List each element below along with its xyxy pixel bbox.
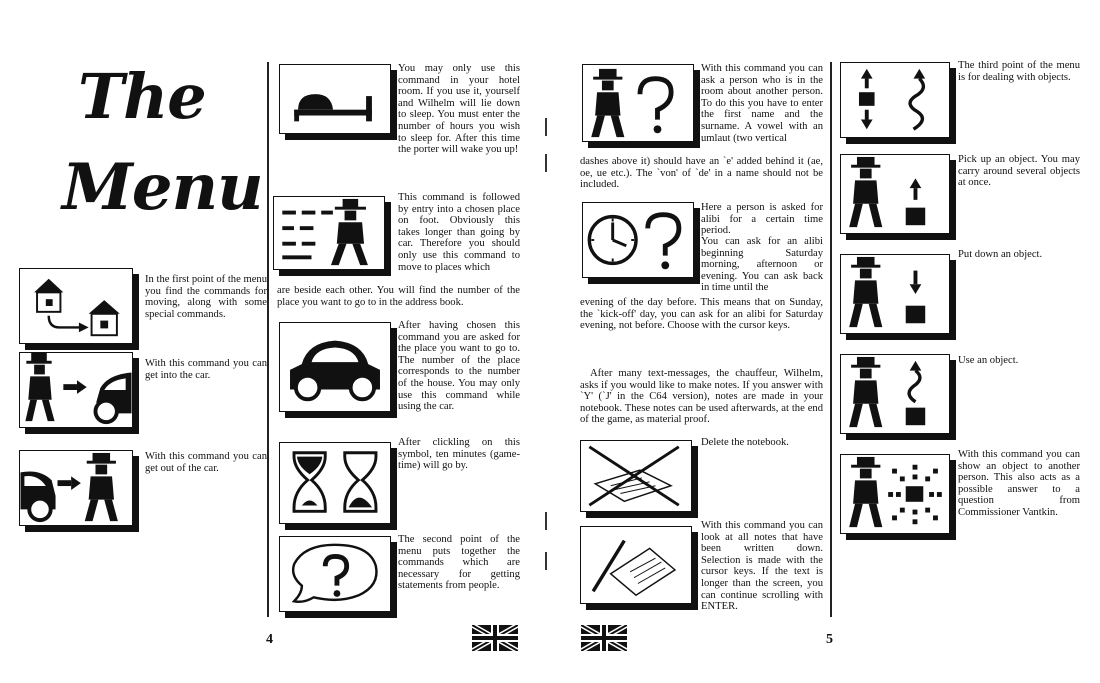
ask-alibi-icon[interactable] bbox=[582, 202, 694, 278]
drive-car-icon[interactable] bbox=[279, 322, 391, 412]
wait-hourglass-icon[interactable] bbox=[279, 442, 391, 524]
ask-alibi-description-a: Here a person is asked for alibi for a certain time period. bbox=[701, 202, 823, 237]
get-out-description: With this command you can get out of the car. bbox=[145, 451, 267, 474]
put-down-object-icon[interactable] bbox=[840, 254, 950, 334]
talk-menu-icon[interactable] bbox=[279, 536, 391, 612]
page-number-right: 5 bbox=[826, 632, 833, 647]
objects-description: The third point of the menu is for dealing with objects. bbox=[958, 60, 1080, 83]
get-in-car-description: With this command you can get into the car. bbox=[145, 358, 267, 381]
binding-mark bbox=[545, 154, 547, 172]
column-divider-right bbox=[830, 62, 832, 617]
walk-icon[interactable] bbox=[273, 196, 385, 270]
put-down-object-description: Put down an object. bbox=[958, 249, 1043, 260]
show-object-description: With this command you can show an object to another person. This also acts as a possible answer to a question from Commissioner Vantkin. bbox=[958, 449, 1080, 518]
objects-menu-icon[interactable] bbox=[840, 62, 950, 138]
delete-notebook-icon[interactable] bbox=[580, 440, 692, 512]
talk-description: The second point of the menu puts together the commands which are necessary for getting statements from people. bbox=[398, 534, 520, 592]
uk-flag-icon bbox=[581, 625, 627, 651]
page-title-the: The bbox=[78, 60, 206, 133]
notes-description: After many text-messages, the chauffeur, Wilhelm, asks if you would like to make notes. If you answer with `Y' (`J' in the C64 version), notes are made in your notebook. These notes can be used afterwards, at the end of the game, as material proof. bbox=[580, 368, 823, 426]
wait-description: After clickling on this symbol, ten minutes (game-time) will go by. bbox=[398, 437, 520, 472]
get-out-of-car-icon[interactable] bbox=[19, 450, 133, 526]
binding-mark bbox=[545, 118, 547, 136]
delete-notebook-description: Delete the notebook. bbox=[701, 437, 789, 448]
walk-description-a: This command is followed by entry into a chosen place on foot. Obviously this takes longer than going by car. Therefore you should only use this command to move to places which bbox=[398, 192, 520, 273]
moving-menu-icon[interactable] bbox=[19, 268, 133, 344]
view-notes-icon[interactable] bbox=[580, 526, 692, 604]
ask-about-person-description-a: With this command you can ask a person who is in the room about another person. To do this you have to enter the first name and the surname. A vowel with an umlaut (two vertical bbox=[701, 63, 823, 144]
pick-up-object-description: Pick up an object. You may carry around several objects at once. bbox=[958, 154, 1080, 189]
column-divider-left bbox=[267, 62, 269, 617]
ask-alibi-description-b: You can ask for an alibi beginning Saturday morning, afternoon or evening. You can ask back in time until the bbox=[701, 236, 823, 294]
binding-mark bbox=[545, 512, 547, 530]
ask-about-person-icon[interactable] bbox=[582, 64, 694, 142]
uk-flag-icon bbox=[472, 625, 518, 651]
ask-alibi-description-c: evening of the day before. This means that on Sunday, the `kick-off' day, you can ask for an alibi for Saturday evening, not before. Choose with the cursor keys. bbox=[580, 297, 823, 332]
ask-about-person-description-b: dashes above it) should have an `e' added behind it (ae, oe, ue etc.). The `von' of `de' in a name should not be included. bbox=[580, 156, 823, 191]
drive-car-description: After having chosen this command you are asked for the place you want to go to. The number of the place corresponds to the number of the house. You may only use this command while using the car. bbox=[398, 320, 520, 413]
page-title-menu: Menu bbox=[62, 150, 263, 225]
sleep-description: You may only use this command in your hotel room. If you use it, yourself and Wilhelm will lie down to sleep. You must enter the number of hours you wish to sleep for. After this time the porter will wake you up! bbox=[398, 63, 520, 156]
use-object-description: Use an object. bbox=[958, 355, 1019, 366]
walk-description-b: are beside each other. You will find the number of the place you want to go to in the address book. bbox=[277, 285, 520, 308]
page-number-left: 4 bbox=[266, 632, 273, 647]
get-in-car-icon[interactable] bbox=[19, 352, 133, 428]
sleep-icon[interactable] bbox=[279, 64, 391, 134]
view-notes-description: With this command you can look at all notes that have been written down. Selection is made with the cursor keys. If the text is longer than the screen, you can continue scrolling with ENTER. bbox=[701, 520, 823, 613]
moving-description: In the first point of the menu you find the commands for moving, along with some special commands. bbox=[145, 274, 267, 320]
binding-mark bbox=[545, 552, 547, 570]
show-object-icon[interactable] bbox=[840, 454, 950, 534]
use-object-icon[interactable] bbox=[840, 354, 950, 434]
pick-up-object-icon[interactable] bbox=[840, 154, 950, 234]
